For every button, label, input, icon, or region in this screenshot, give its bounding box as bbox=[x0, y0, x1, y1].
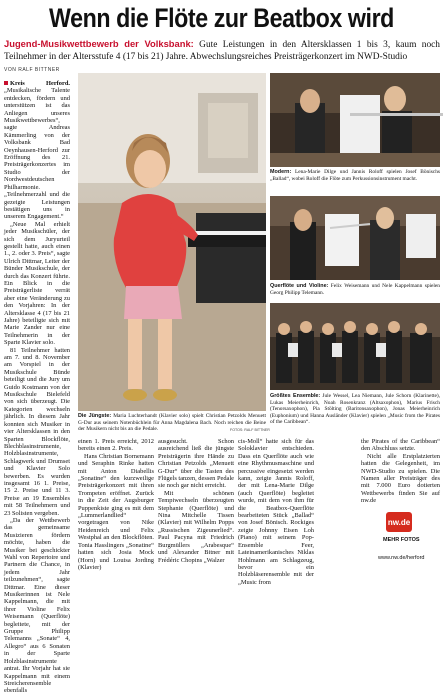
photo-flute-duo bbox=[270, 73, 440, 167]
article-column-4: cis-Moll“ hatte sich für das Soloklavier entschieden. Dass ein Querflöte auch wie eine Rhythmusmaschine und percussive eingesetzt werden kann, zeigte Jannis Roloff, der mit Lena-Marie Dilge (auch Querflöte) begleitet wurde, mit dem von ihm für die Beatbox-Querflöte bearbeiteten Stück „Ballad“ von Josef Bönisch. Rockiges zeigte Johnny Eisen Loh (Piano) mit seinem Pop-Ensemble Feer, Lateinamerikanisches Niklas Hohlmann am Schlagzeug, bevor ein Holzbläserensemble mit der „Music from bbox=[238, 438, 314, 586]
byline: VON RALF BITTNER bbox=[4, 67, 60, 73]
article-column-2: einen 1. Preis erreicht, 2012 bereits einen 2. Preis. Hans Christian Bornemann und Seraphin Rinke hatten mit Anton Diabellis „Sonatine“ den kurzweilige Preisträgerkonzert mit ihren Trompeten eröffnet. Zurück in die Zeit der Augsburger Puppenkiste ging es mit dem „Lummerlandlied“ vorgetragen von Nike Heidenreich und Felix Westphal an den Blockflöten. Tonia Hasslingers „Sonatine“ hatten sich Josia Mock (Horn) und Louisa Jording (Klavier) bbox=[78, 438, 154, 571]
nw-logo-icon[interactable] bbox=[386, 512, 412, 532]
main-photo-girl-at-piano bbox=[78, 73, 266, 411]
dateline: Kreis Herford. bbox=[10, 80, 70, 87]
caption-ensemble: Größtes Ensemble: Jule Wessel, Lea Niemann, Jule Schorn (Klarinette), Lukas Meierheinrich, Noah Rosenkranz (Altsaxophon), Marius Frisch (Tenorsaxophon), Pia Stölting (Baritonsaxophon), Jonas Meierheinrich (Euphonium) und Hanna Ausländer (Klavier) spielen „Music from the Pirates of the Caribbean“. bbox=[270, 393, 440, 426]
photo-credit: FOTOS: RALF BITTNER bbox=[230, 428, 270, 432]
headline: Wenn die Flöte zur Beatbox wird bbox=[49, 3, 394, 33]
caption-flute-duo: Modern: Lena-Marie Dilge und Jannis Roloff spielen Josef Bönischs „Ballad“, wobei Roloff die Flöte zum Perkussionsinstrument macht. bbox=[270, 169, 440, 182]
svg-text:nw.de: nw.de bbox=[387, 518, 411, 527]
subheadline-lead: Jugend-Musikwettbewerb der Volksbank: bbox=[4, 38, 194, 49]
more-photos-label[interactable]: MEHR FOTOS bbox=[383, 537, 420, 543]
subheadline-text: Gute Leistungen in den Altersklassen 1 bis 3, kaum noch Teilnehmer in der Altersstufe 4 (17 bis 21) Jahre. Abwechslungsreiches Preisträgerkonzert im NWD-Studio bbox=[4, 40, 440, 62]
article-column-1: Kreis Herford. „Musikalische Talente entdecken, fördern und unterstützen ist das Anliegen unseres Musikwettbewerbes“, sagte Andreas Kämmerling von der Volksbank Bad Oeynhausen-Herford zur Eröffnung des 21. Preisträgerkonzertes im Studio der Nordwestdeutschen Philharmonie. „Teilnehmerzahl und die gezeigte Leistungen bestätigen uns in unserem Engagement.“ „Neue Mal erhielt jeder Musikschüler, der sich dem Juryurteil gestellt hatte, auch einen 1., 2. oder 3. Preis“, sagte Ulrich Dittmar, Leiter der Bünder Musikschule, der durch das Konzert führte. Ein Blick in die Preisträgerliste verrät aber eine Veränderung zu den Vorjahren: In der Altersklasse 4 (17 bis 21 Jahre) beteiligte sich mit Marie Zander nur eine Teilnehmerin in der Sparte Klavier solo. 81 Teilnehmer hatten am 7. und 8. November am Vorspiel in der Musikschule Bünde beteiligt und die Jury um Guido Kostmann von der Musikschule Bielefeld von sich überzeugt. Die Kategorien wechseln jährlich. In diesem Jahr konnten sich Musiker in vier Altersklassen in den Sparten Blockflöte, Blechblasinstrumente, Holzblasinstrumente, Schlagwerk und Drumset und Klavier Solo bewerben. Es wurden insgesamt 16 1. Preise, 15 2. Preise und 11 3. Preise an 19 Ensembles mit 58 Teilnehmern und 23 Solisten vergeben. „Da der Wettbewerb das gemeinsame Musizieren fördern möchte, haben die Musiker bei geschickter Wahl von Repertoire und Partnern die Chance, in jedem Jahr teilzunehmen“, sagte Dittmar. Eine dieser Musikerinnen ist Nele Kappelmann, die mit ihrer Violine Felix Weisemann (Querflöte) begleitete, mit der Gruppe Philipp Telemanns „Sonate“ 4, Allegro“ aus 6 Sonaten in der Sparte Holzblasinstrumente antrat. Ihr Vorjahr hat sie Kappelmann mit einem Streicherensemble ebenfalls bbox=[4, 80, 70, 695]
caption-flute-violin: Querflöte und Violine: Felix Weisemann und Nele Kappelmann spielen Georg Philipp Telemann. bbox=[270, 283, 440, 296]
article-column-5: the Pirates of the Caribbean“ den Abschluss setzte. Nicht alle Erstplatzierten hatten die Gelegenheit, im NWD-Studio zu spielen. Die Namen aller Preisträger des mit 7.000 Euro dotierten Wettbewerbs finden Sie auf nw.de bbox=[361, 438, 440, 505]
caption-lead: Die Jüngste: bbox=[78, 413, 112, 419]
red-square-marker bbox=[4, 81, 8, 85]
more-photos-url[interactable]: www.nw.de/herford bbox=[378, 555, 425, 561]
photo-ensemble bbox=[270, 303, 440, 390]
photo-flute-violin bbox=[270, 196, 440, 280]
main-photo-caption: Die Jüngste: Maria Luchterhandt (Klavier solo) spielt Christian Petzolds Menuett G-Dur aus seinem Notenbüchlein für Anna Magdalena Bach. Noch reichen die Beine der Musikern nicht bis an die Pedale. bbox=[78, 413, 266, 433]
article-column-3: ausgesucht. Schon ausreichend ließ die jüngste Preisträgerin ihre Hände zu Christian Petzolds „Menuett G-Dur“ über die Tasten des Flügels tanzen, dessen Pedale sie noch gar nicht erreicht. Mit schönen Tempiwechseln überzeugten Stephanie (Querflöte) und Nina Mitchelle Tissen (Klavier) mit Wilhelm Popps „Russischen Zigeunerlied“. Paul Pacyna mit Friedrich Burgmüllers „Arabesque“ und Alexander Bitner mit Frédéric Chopins „Walzer bbox=[158, 438, 234, 564]
subheadline bbox=[4, 38, 440, 63]
